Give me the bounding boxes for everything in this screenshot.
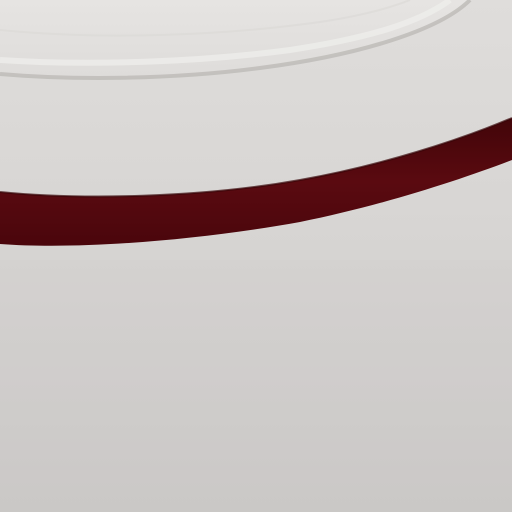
- cup-lower-shade: [0, 260, 512, 512]
